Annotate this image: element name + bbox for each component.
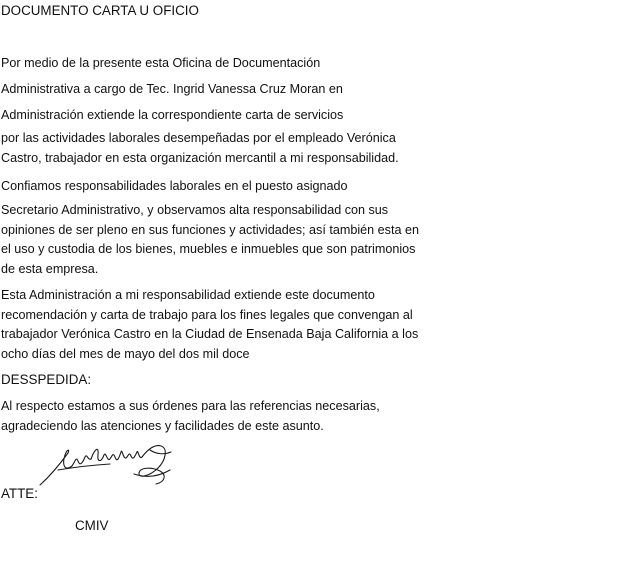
handwritten-signature — [38, 440, 184, 490]
letter-line-2: Administrativa a cargo de Tec. Ingrid Vanessa Cruz Moran en — [1, 82, 343, 96]
paragraph-responsibility: Secretario Administrativo, y observamos alta responsabilidad con sus opiniones de ser pleno en sus funciones y actividades; así también esta en el uso y custodia de los bienes, muebles e inmuebles que son patrimonios de esta empresa. — [1, 203, 419, 276]
document-title: DOCUMENTO CARTA U OFICIO — [1, 3, 199, 18]
letter-line-confiamos: Confiamos responsabilidades laborales en el puesto asignado — [1, 179, 348, 193]
paragraph-activities: por las actividades laborales desempeñadas por el empleado Verónica Castro, trabajador en esta organización mercantil a mi responsabilidad. — [1, 131, 399, 165]
paragraph-recommendation: Esta Administración a mi responsabilidad extiende este documento recomendación y carta de trabajo para los fines legales que convengan al trabajador Verónica Castro en la Ciudad de Ensenada Baja California a los ocho días del mes de mayo del dos mil doce — [1, 288, 419, 361]
atte-label: ATTE: — [1, 486, 38, 501]
letter-line-1: Por medio de la presente esta Oficina de Documentación — [1, 56, 321, 70]
farewell-heading: DESSPEDIDA: — [1, 372, 92, 387]
letter-line-3: Administración extiende la correspondiente carta de servicios — [1, 108, 344, 122]
initials: CMIV — [75, 518, 109, 533]
paragraph-closing: Al respecto estamos a sus órdenes para las referencias necesarias, agradeciendo las atenciones y facilidades de este asunto. — [1, 399, 380, 433]
